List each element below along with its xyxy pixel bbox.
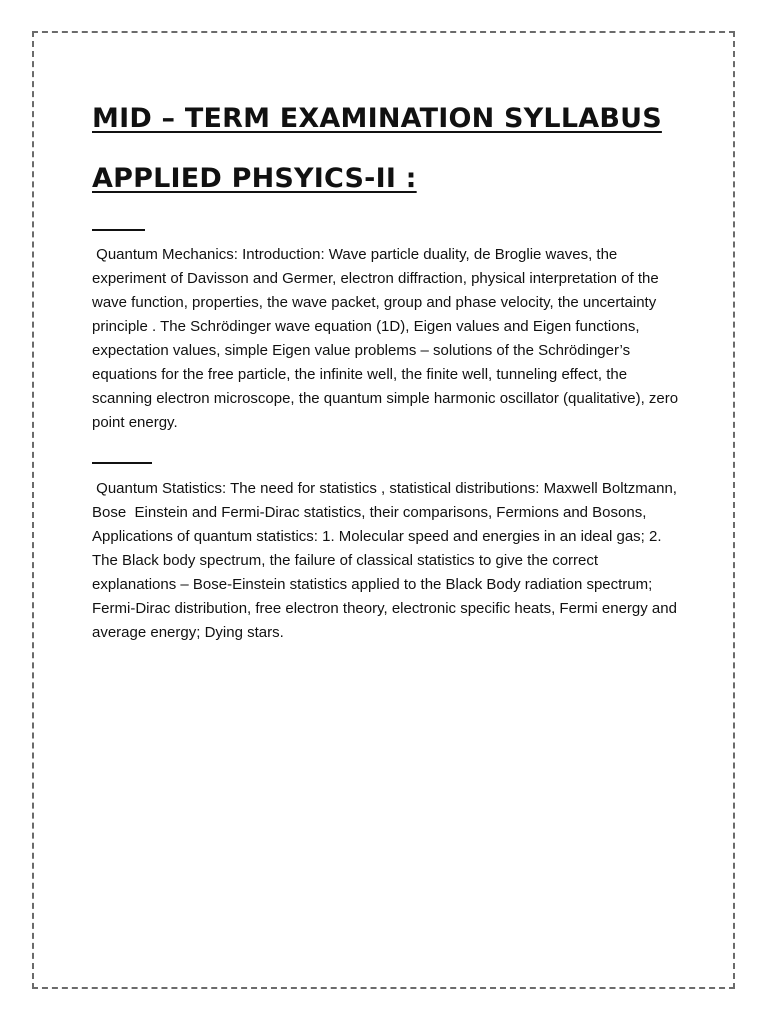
section-divider xyxy=(92,229,145,231)
section-quantum-mechanics-text: Quantum Mechanics: Introduction: Wave particle duality, de Broglie waves, the experiment of Davisson and Germer, electron diffraction, physical interpretation of the wave function, properties, the wave packet, group and phase velocity, the uncertainty principle . The Schrödinger wave equation (1D), Eigen values and Eigen functions, expectation values, simple Eigen value problems – solutions of the Schrödinger’s equations for the free particle, the infinite well, the finite well, tunneling effect, the scanning electron microscope, the quantum simple harmonic oscillator (qualitative), zero point energy. xyxy=(92,246,683,431)
document-subtitle: APPLIED PHSYICS-II : xyxy=(92,163,417,194)
section-divider xyxy=(92,462,152,464)
document-title: MID – TERM EXAMINATION SYLLABUS xyxy=(92,103,662,134)
section-quantum-statistics-text: Quantum Statistics: The need for statistics , statistical distributions: Maxwell Boltzmann, Bose Einstein and Fermi-Dirac statistics, their comparisons, Fermions and Bosons, Applications of quantum statistics: 1. Molecular speed and energies in an ideal gas; 2. The Black body spectrum, the failure of classical statistics to give the correct explanations – Bose-Einstein statistics applied to the Black Body radiation spectrum; Fermi-Dirac distribution, free electron theory, electronic specific heats, Fermi energy and average energy; Dying stars. xyxy=(92,480,682,641)
